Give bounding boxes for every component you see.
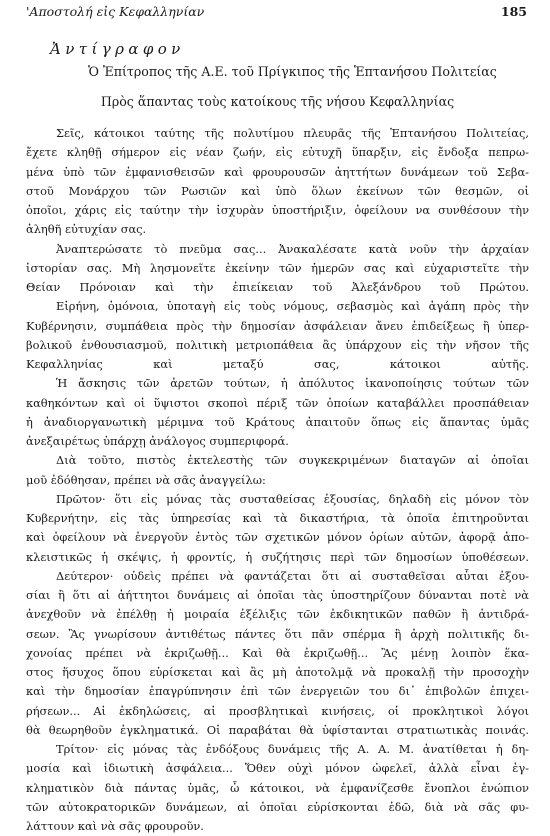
body-line: Ἡ ἄσκησις τῶν ἀρετῶν τούτων, ἡ ἀπόλυτος ἱκανοποίησις τούτων τῶν xyxy=(56,376,529,391)
body-line: ἀνεχθοῦν νὰ ἐπέλθῃ ἡ μοιραία ἐξέλιξις τῶν ἐκδικητικῶν παθῶν ἢ ἀντιδρά- xyxy=(26,607,529,622)
body-line: ἡ ἀναδιοργανωτικὴ μέριμνα τοῦ Κράτους ἀπαιτοῦν ὅπως εἰς ἅπαντας ὑμᾶς xyxy=(26,414,529,429)
body-line: καὶ ὀφείλουν νὰ ἐνεργοῦν ἐντὸς τῶν σχετικῶν μόνον ὁρίων αὐτῶν, ἀφορᾷ ἀπο- xyxy=(26,530,529,545)
body-line: στος ἥσυχος ὅπου εὑρίσκεται καὶ ἂς μὴ ἀποτολμᾷ νὰ προκαλῇ τὴν προσοχὴν xyxy=(26,665,529,679)
body-line: Σεῖς, κάτοικοι ταύτης τῆς πολυτίμου πλευρᾶς τῆς Ἑπτανήσου Πολιτείας, xyxy=(56,126,529,140)
running-title: 'Αποστολή εἰς Κεφαλληνίαν xyxy=(26,4,205,19)
document-page xyxy=(26,0,529,833)
body-line: κληματικὸν διὰ πάντας ὑμᾶς, ὦ κάτοικοι, νὰ ἐμφανίζεσθε ἔνοπλοι ἐνώπιον xyxy=(26,780,529,795)
body-line: καὶ τὴν δημοσίαν ἐπαγρύπνησιν ἐπὶ τῶν ἐνεργειῶν του δι᾽ ἐπιβολῶν ἐπιχει- xyxy=(26,684,529,699)
body-line: Εἰρήνη, ὁμόνοια, ὑποταγὴ εἰς τοὺς νόμους, σεβασμὸς καὶ ἀγάπη πρὸς τὴν xyxy=(56,299,529,314)
body-line: Κεφαλληνίας καὶ μεταξύ σας, κάτοικοι αὐτῆς. xyxy=(26,357,529,371)
body-line: βολικοῦ ἐνθουσιασμοῦ, πολιτικὴ μετριοπάθεια ἂς ὑπάρχουν εἰς τὴν νῆσον τῆς xyxy=(26,337,529,352)
body-line: Πρῶτον· ὅτι εἰς μόνας τὰς συσταθείσας ἐξουσίας, δηλαδὴ εἰς μόνον τὸν xyxy=(56,491,529,506)
document-type-heading: Ἀντίγραφον xyxy=(50,40,185,58)
body-line: ἱστορίαν σας. Μὴ λησμονεῖτε ἐκείνην τῶν ἡμερῶν σας καὶ εὐχαριστεῖτε τὴν xyxy=(26,260,529,275)
body-line: σίαι ἢ ὅτι αἱ ἀήττητοι δυνάμεις αἱ ὁποῖαι τὰς ὑποστηρίζουν δύνανται ποτὲ νὰ xyxy=(26,588,529,602)
body-line: κλειστικῶς ἡ σκέψις, ἡ φροντίς, ἡ συζήτησις περὶ τῶν δημοσίων ὑποθέσεων. xyxy=(26,549,529,564)
proclamation-body xyxy=(26,124,529,836)
body-line: χονοίας πρέπει νὰ ἐκριζωθῇ... Καὶ θὰ ἐκριζωθῇ... Ἂς μένῃ λοιπὸν ἕκα- xyxy=(26,645,529,660)
body-line: στοῦ Μονάρχου τῶν Ρωσιῶν καὶ ὑπὸ ὅλων ἐκείνων τῶν θεσμῶν, οἱ xyxy=(26,183,529,198)
body-line: ἀληθῆ εὐτυχίαν σας. xyxy=(26,222,147,237)
body-line: ἔχετε κληθῇ σήμερον εἰς νέαν ζωήν, εἰς εὐτυχῆ ὕπαρξιν, εἰς ἔνδοξα πεπρω- xyxy=(26,145,529,160)
page-number: 185 xyxy=(500,4,527,19)
body-line: καθηκόντων καὶ οἱ ὕψιστοι σκοποὶ πέριξ τῶν ὁποίων καταβάλλει προσπάθειαν xyxy=(26,395,529,410)
body-line: ρήσεων... Αἱ ἐκδηλώσεις, αἱ προσβλητικαὶ κινήσεις, οἱ προκλητικοὶ λόγοι xyxy=(26,703,529,718)
body-line: Ἀναπτερώσατε τὸ πνεῦμα σας... Ἀνακαλέσατε κατὰ νοῦν τὴν ἀρχαίαν xyxy=(56,241,529,256)
running-header xyxy=(26,4,529,20)
body-line: μοσία καὶ ἰδιωτικὴ ἀσφάλεια... Ὅθεν οὐχὶ μόνον ὠφελεῖ, ἀλλὰ εἶναι ἐγ- xyxy=(26,761,529,776)
body-line: μοῦ ἐδόθησαν, πρέπει νὰ σᾶς ἀναγγείλω: xyxy=(26,472,266,487)
body-line: Διὰ τοῦτο, πιστὸς ἐκτελεστὴς τῶν συγκεκριμένων διαταγῶν αἱ ὁποῖαι xyxy=(56,453,529,468)
body-line: Θείαν Πρόνοιαν καὶ τὴν ἐπιείκειαν τοῦ Ἀλεξάνδρου τοῦ Πρώτου. xyxy=(26,280,529,294)
issuing-authority-heading: Ὁ Ἐπίτροπος τῆς Α.Ε. τοῦ Πρίγκιπος τῆς Ἑπτανήσου Πολιτείας xyxy=(88,64,497,79)
body-line: ὁποῖοι, χάρις εἰς ταύτην τὴν ἰσχυρὰν ὑποστήριξιν, ὀφείλουν να συνθέσουν τὴν xyxy=(26,203,529,217)
body-line: θὰ θεωρηθοῦν ἐγκληματικά. Οἱ παραβάται θὰ ὑφίστανται στρατιωτικὰς ποινάς. xyxy=(26,722,529,737)
body-line: λάττουν καὶ νὰ σᾶς φρουροῦν. xyxy=(26,819,204,833)
body-line: Δεύτερον· οὐδεὶς πρέπει νὰ φαντάζεται ὅτι αἱ συσταθεῖσαι αὗται ἐξου- xyxy=(56,568,529,583)
body-line: μένα ὑπὸ τῶν ἐμφανισθεισῶν καὶ φρουρουσῶν ἀηττήτων δυνάμεων τοῦ Σεβα- xyxy=(26,164,529,179)
addressee-heading: Πρὸς ἅπαντας τοὺς κατοίκους τῆς νήσου Κεφαλληνίας xyxy=(100,94,455,109)
body-line: Κυβέρνησιν, συμπάθεια πρὸς τὴν δημοσίαν ἀσφάλειαν ἄνευ ἐπιδείξεως ἢ ὑπερ- xyxy=(26,318,529,333)
body-line: τῶν αὐτοκρατορικῶν δυνάμεων, αἱ ὁποῖαι εὑρίσκονται ἐδῶ, διὰ νὰ σᾶς φυ- xyxy=(26,799,529,814)
body-line: Κυβερνήτην, εἰς τὰς ὑπηρεσίας καὶ τὰ δικαστήρια, τὰ ὁποῖα ἐπιτηροῦνται xyxy=(26,511,529,525)
body-line: σεων. Ἂς γνωρίσουν ἀντιθέτως πάντες ὅτι πᾶν σπέρμα ἢ ἀρχὴ πολιτικῆς δι- xyxy=(26,626,529,641)
body-line: ἀνεξαιρέτως ὑπάρχῃ ἀνάλογος συμπεριφορά. xyxy=(26,434,289,448)
body-line: Τρίτον· εἰς μόνας τὰς ἐνδόξους δυνάμεις τῆς Α. Α. Μ. ἀνατίθεται ἡ δη- xyxy=(56,742,529,756)
